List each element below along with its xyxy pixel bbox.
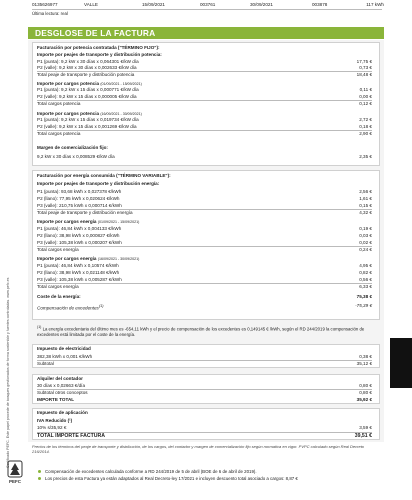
line-item: P1 (punta): 46,84 kWh x 0,10574 €/kWh 4,95 € — [37, 263, 372, 268]
amount-total: IMPORTE TOTAL 35,92 € — [37, 397, 372, 402]
line-total: Total cargos potencia 2,90 € — [37, 131, 372, 136]
line-item: P3 (valle): 105,38 kWh x 0,005287 €/kWh 0,56 € — [37, 277, 372, 282]
margin-heading: Margen de comercialización fijo: — [37, 145, 108, 150]
bullet-icon — [38, 470, 41, 473]
date-from: 15/09/2021 — [142, 2, 165, 7]
line-item: 9,2 kW x 30 días x 0,008529 €/kW día 2,35 € — [37, 154, 372, 159]
line-item: 382,38 kWh x 0,001 €/kWh 0,38 € — [37, 354, 372, 359]
line-item: P2 (valle): 9,2 kW x 15 días x 0,000005 €/kW día 0,00 € — [37, 94, 372, 99]
line-item: P1 (punta): 9,2 kW x 15 días x 0,000771 €/kW día 0,11 € — [37, 87, 372, 92]
invoice-total: TOTAL IMPORTE FACTURA 39,51 € — [37, 433, 372, 439]
line-item: P1 (punta): 9,2 kW x 15 días x 0,019734 €/kW día 2,72 € — [37, 117, 372, 122]
line-total: Total cargos energía 0,24 € — [37, 247, 372, 252]
subtotal: Subtotal 35,12 € — [37, 361, 372, 366]
consumption: 117 kWh — [366, 2, 384, 7]
electricity-tax-heading: Impuesto de electricidad — [37, 346, 91, 351]
power-charges2-heading: Importe por cargos potencia (16/09/2021 - 30/09/2021) — [37, 111, 142, 116]
line-item: P3 (valle): 105,38 kWh x 0,000207 €/kWh 0,02 € — [37, 240, 372, 245]
bullet-icon — [38, 477, 41, 480]
line-item: P1 (punta): 46,84 kWh x 0,004133 €/kWh 0,19 € — [37, 226, 372, 231]
contract-number: 0135626977 — [32, 2, 58, 7]
energy-heading: Facturación por energía consumida ("TÉRMINO VARIABLE"): — [37, 173, 171, 178]
vat-heading: Impuesto de aplicación — [37, 410, 88, 415]
line-total: Total peaje de transporte y distribución energía 4,32 € — [37, 210, 372, 215]
vat-reduced: IVA Reducido (¹) — [37, 418, 73, 423]
energy-cost: Coste de la energía: 75,38 € — [37, 294, 372, 299]
line-item: 10% s/35,92 € 3,59 € — [37, 425, 372, 430]
bullet-item: Compensación de excedentes calculada conforme a RD 244/2019 de 5 de abril (BOE de 6 de abril de 2019). — [38, 469, 257, 475]
line-item: P2 (valle): 9,2 kW x 15 días x 0,001269 €/kW día 0,18 € — [37, 124, 372, 129]
reading-to: 003878 — [312, 2, 328, 7]
power-charges1-heading: Importe por cargos potencia (01/09/2021 - 15/09/2021) — [37, 81, 142, 86]
surplus-note: $^{(1)}$ La energía excedentaria del último mes es -654,11 kWh y el precio de compensación de los excedentes es 0,149145 € /kWh, según el RD 244/2019 la compensación de excedentes está limitada por el coste de la energía. — [37, 325, 365, 338]
date-to: 30/09/2021 — [250, 2, 273, 7]
subtotal-other: Subtotal otros conceptos 0,80 € — [37, 390, 372, 395]
line-item: P2 (llano): 38,98 kWh x 0,000827 €/kWh 0,03 € — [37, 233, 372, 238]
line-item: P1 (punta): 93,68 kWh x 0,027378 €/kWh 2,56 € — [37, 189, 372, 194]
section-title: DESGLOSE DE LA FACTURA — [28, 27, 384, 39]
line-total: Total cargos energía 6,33 € — [37, 284, 372, 289]
meter-heading: Alquiler del contador — [37, 376, 83, 381]
line-item: 30 días x 0,02663 €/día 0,80 € — [37, 383, 372, 388]
reading-from: 003761 — [200, 2, 216, 7]
bullet-item: Los precios de esta Factura ya están adaptados al Real Decreto-ley 17/2021 e incluyen descuento total asociado a cargos: 8,87 € — [38, 476, 298, 482]
pefc-certification-text: Certificado PEFC. Este papel procede de bosques gestionados de forma sostenible y fuentes controladas. www.pefc.es — [6, 277, 10, 468]
line-total: Total peaje de transporte y distribución potencia 18,48 € — [37, 72, 372, 77]
line-item: P2 (llano): 38,98 kWh x 0,021148 €/kWh 0,82 € — [37, 270, 372, 275]
footnote: Precios de los términos del peaje de transporte y distribución, de los cargos, del contador y margen de comercialización fijo según normativa en vigor. PVPC calculado según Real Decreto 216/2014. — [32, 444, 365, 455]
surplus-compensation: Compensación de excedentes$^{(1)}$ -75,39 € — [37, 303, 372, 311]
line-item: P1 (punta): 9,2 kW x 30 días x 0,064301 €/kW día 17,75 € — [37, 59, 372, 64]
tariff: VALLE — [84, 2, 98, 7]
pefc-label: PEFC — [8, 479, 22, 484]
line-total: Total cargos potencia 0,12 € — [37, 101, 372, 106]
edge-marker — [390, 338, 412, 388]
pefc-logo-icon — [6, 460, 24, 486]
last-reading: Última lectura: real — [32, 11, 68, 16]
supply-row — [32, 2, 384, 9]
power-heading: Facturación por potencia contratada ("TÉRMINO FIJO"): — [37, 45, 160, 50]
energy-charges2-heading: Importe por cargos energía (16/09/2021 - 30/09/2021) — [37, 256, 140, 261]
energy-charges1-heading: Importe por cargos energía (01/09/2021 - 15/09/2021) — [37, 219, 140, 224]
power-tolls-heading: Importe por peajes de transporte y distribución potencia: — [37, 52, 162, 57]
line-item: P2 (llano): 77,95 kWh x 0,020624 €/kWh 1,61 € — [37, 196, 372, 201]
line-item: P2 (valle): 9,2 kW x 30 días x 0,002633 €/kW día 0,73 € — [37, 65, 372, 70]
top-divider — [32, 9, 382, 10]
energy-tolls-heading: Importe por peajes de transporte y distribución energía: — [37, 181, 160, 186]
line-item: P3 (valle): 210,75 kWh x 0,000714 €/kWh 0,15 € — [37, 203, 372, 208]
